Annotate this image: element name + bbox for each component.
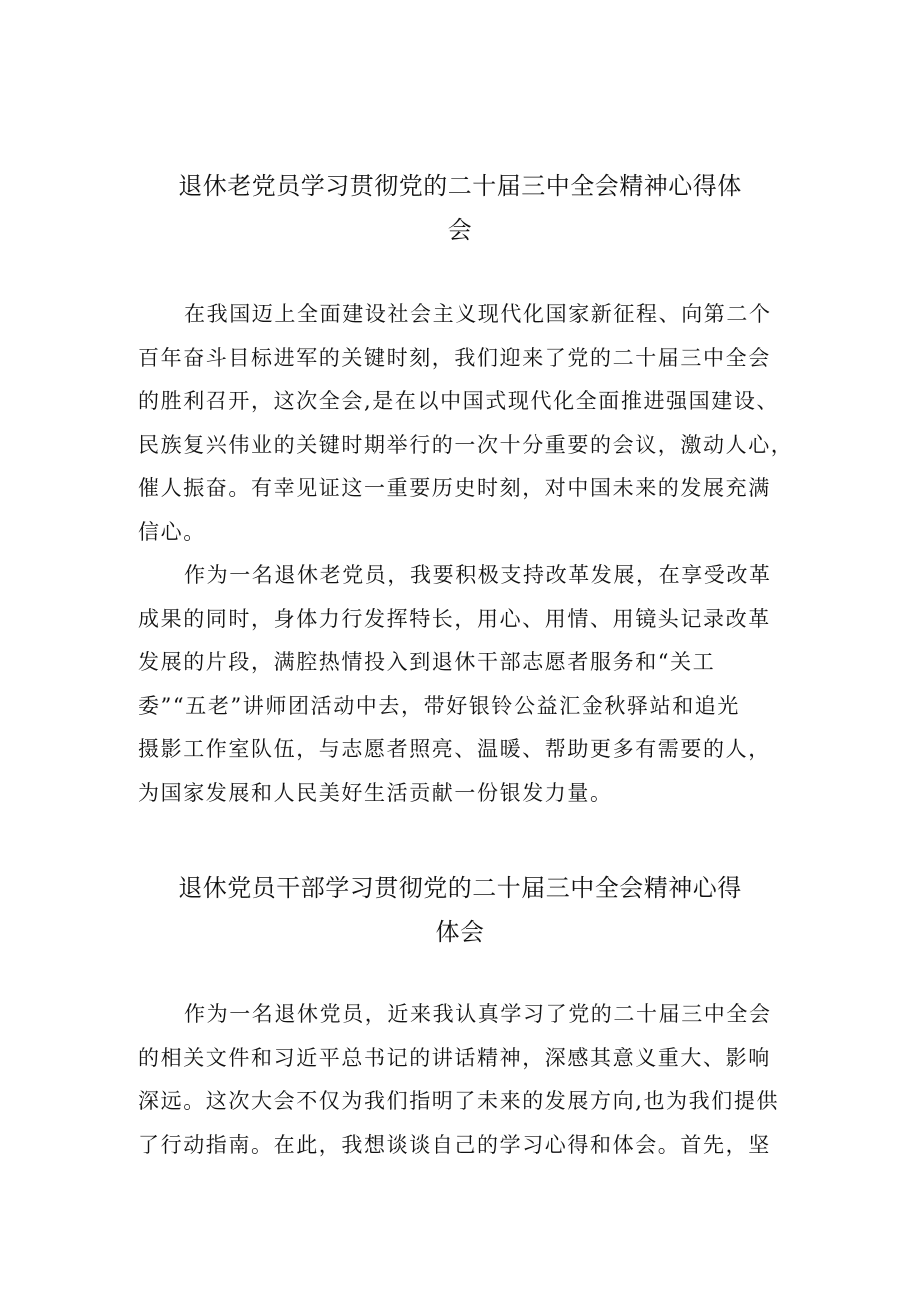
text-line: 发展的片段，满腔热情投入到退休干部志愿者服务和“关工 <box>138 650 716 674</box>
article-1-paragraph-2 <box>138 554 788 815</box>
article-2-title-line-2: 体会 <box>435 918 485 946</box>
text-line: 成果的同时，身体力行发挥特长，用心、用情、用镜头记录改革 <box>138 606 771 631</box>
article-1-title <box>0 164 920 252</box>
text-line: 为国家发展和人民美好生活贡献一份银发力量。 <box>138 780 613 805</box>
article-2-title-line-1: 退休党员干部学习贯彻党的二十届三中全会精神心得 <box>178 874 742 902</box>
text-line: 了行动指南。在此，我想谈谈自己的学习心得和体会。首先，坚 <box>138 1132 771 1157</box>
article-1-title-line-2: 会 <box>447 216 473 244</box>
text-line: 作为一名退休老党员，我要积极支持改革发展，在享受改革 <box>184 563 772 587</box>
text-line: 的相关文件和习近平总书记的讲话精神，深感其意义重大、影响 <box>138 1045 771 1070</box>
text-line: 深远。这次大会不仅为我们指明了未来的发展方向,也为我们提供 <box>138 1089 780 1113</box>
article-1-title-line-1: 退休老党员学习贯彻党的二十届三中全会精神心得体 <box>178 172 742 200</box>
article-2-title <box>0 866 920 954</box>
text-line: 摄影工作室队伍，与志愿者照亮、温暖、帮助更多有需要的人， <box>138 737 771 761</box>
text-line: 作为一名退休党员，近来我认真学习了党的二十届三中全会 <box>184 1002 772 1026</box>
text-line: 委”“五老”讲师团活动中去，带好银铃公益汇金秋驿站和追光 <box>138 693 741 718</box>
text-line: 的胜利召开，这次全会,是在以中国式现代化全面推进强国建设、 <box>138 389 780 413</box>
text-line: 信心。 <box>138 519 206 544</box>
article-1-paragraph-1 <box>138 293 794 554</box>
text-line: 在我国迈上全面建设社会主义现代化国家新征程、向第二个 <box>184 302 772 326</box>
text-line: 民族复兴伟业的关键时期举行的一次十分重要的会议，激动人心， <box>138 432 794 457</box>
text-line: 催人振奋。有幸见证这一重要历史时刻，对中国未来的发展充满 <box>138 476 771 500</box>
text-line: 百年奋斗目标进军的关键时刻，我们迎来了党的二十届三中全会 <box>138 345 771 370</box>
article-2-paragraph-1 <box>138 993 788 1167</box>
